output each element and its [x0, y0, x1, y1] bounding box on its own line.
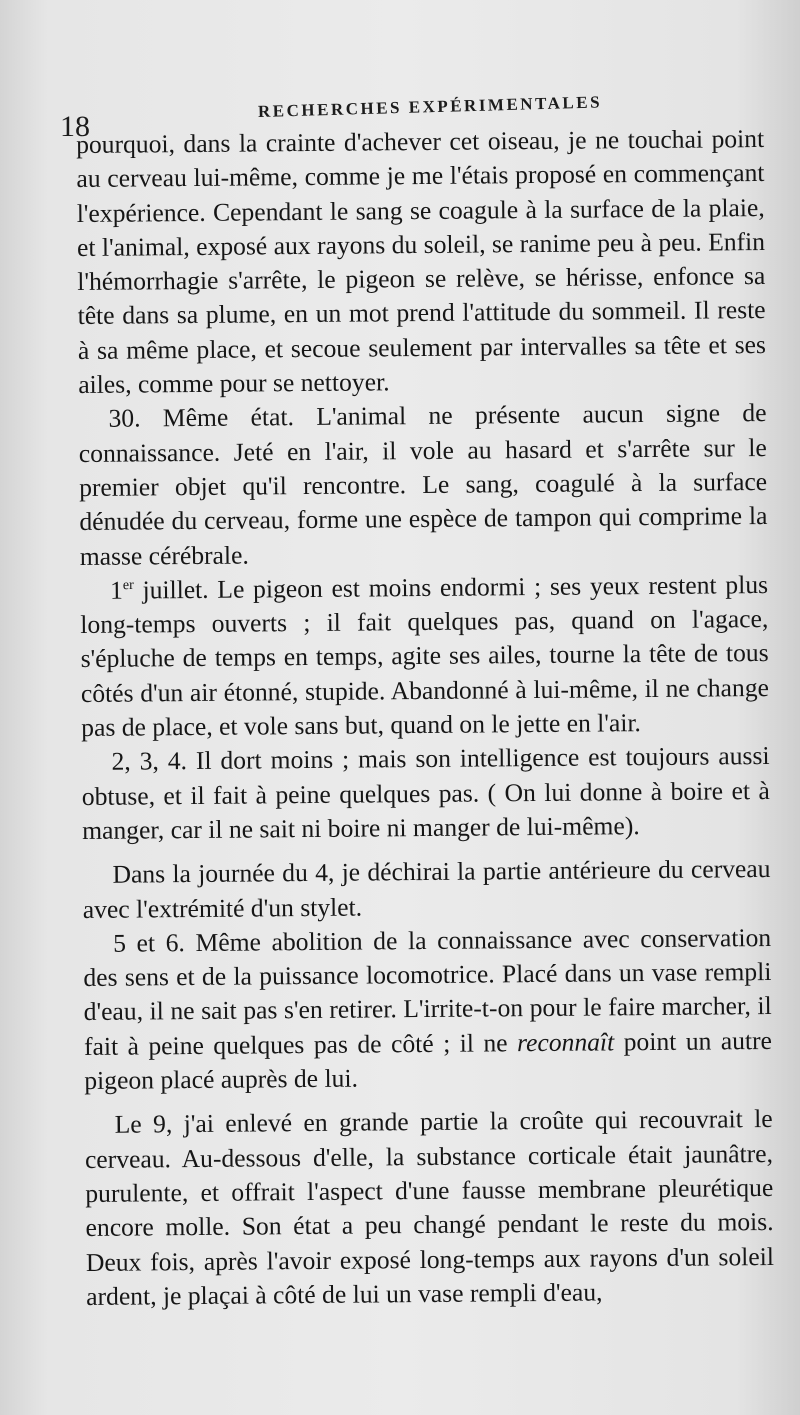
paragraph-july-1: [80, 568, 769, 745]
paragraph-days-5-6-text-b: point un autre pigeon placé auprès de lui.: [84, 1025, 773, 1095]
paragraph-day-9: Le 9, j'ai enlevé en grande partie la croûte qui recouvrait le cerveau. Au-dessous d'elle, la substance corticale était jaunâtre, purulente, et offrait l'aspect d'une fausse membrane pleurétique encore molle. Son état a peu changé pendant le reste du mois. Deux fois, après l'avoir exposé long-temps aux rayons d'un soleil ardent, je plaçai à côté de lui un vase rempli d'eau,: [84, 1104, 774, 1311]
page-number: 18: [60, 110, 90, 143]
ordinal-superscript: er: [122, 576, 134, 593]
paragraph-days-2-3-4: 2, 3, 4. Il dort moins ; mais son intelligence est toujours aussi obtuse, et il fait à peine quelques pas. ( On lui donne à boire et à manger, car il ne sait ni boire ni manger de lui-même).: [81, 741, 770, 845]
body-text: [76, 122, 774, 1314]
italic-word: reconnaît: [516, 1027, 615, 1057]
running-title: RECHERCHES EXPÉRIMENTALES: [257, 92, 603, 121]
paragraph-continuation: pourquoi, dans la crainte d'achever cet oiseau, je ne touchai point au cerveau lui-même, comme je me l'étais proposé en commençant l'expérience. Cependant le sang se coagule à la surface de la plaie, et l'animal, exposé aux rayons du soleil, se ranime peu à peu. Enfin l'hémorrhagie s'arrête, le pigeon se relève, se hérisse, enfonce sa tête dans sa plume, en un mot prend l'attitude du sommeil. Il reste à sa même place, et secoue seulement par intervalles sa tête et ses ailes, comme pour se nettoyer.: [76, 123, 767, 400]
paragraph-day-30: 30. Même état. L'animal ne présente aucun signe de connaissance. Jeté en l'air, il vole au hasard et s'arrête sur le premier objet qu'il rencontre. Le sang, coagulé à la surface dénudée du cerveau, forme une espèce de tampon qui comprime la masse cérébrale.: [78, 398, 768, 571]
paragraph-july-1-text: juillet. Le pigeon est moins endormi ; ses yeux restent plus long-temps ouverts ; il fait quelques pas, quand on l'agace, s'épluche de temps en temps, agite ses ailes, tourne la tête de tous côtés d'un air étonné, stupide. Abandonné à lui-même, il ne change pas de place, et vole sans but, quand on le jette en l'air.: [80, 569, 770, 743]
paragraph-day-4: Dans la journée du 4, je déchirai la partie antérieure du cerveau avec l'extrémité d'un stylet.: [82, 854, 771, 924]
paragraph-days-5-6-text-a: 5 et 6. Même abolition de la connaissance avec conservation des sens et de la puissance locomotrice. Placé dans un vase rempli d'eau, il ne sait pas s'en retirer. L'irrite-t-on pour le faire marcher, il fait à peine quelques pas de côté ; il ne: [83, 922, 772, 1061]
date-number: 1: [109, 575, 123, 605]
paragraph-days-5-6: [83, 921, 772, 1098]
